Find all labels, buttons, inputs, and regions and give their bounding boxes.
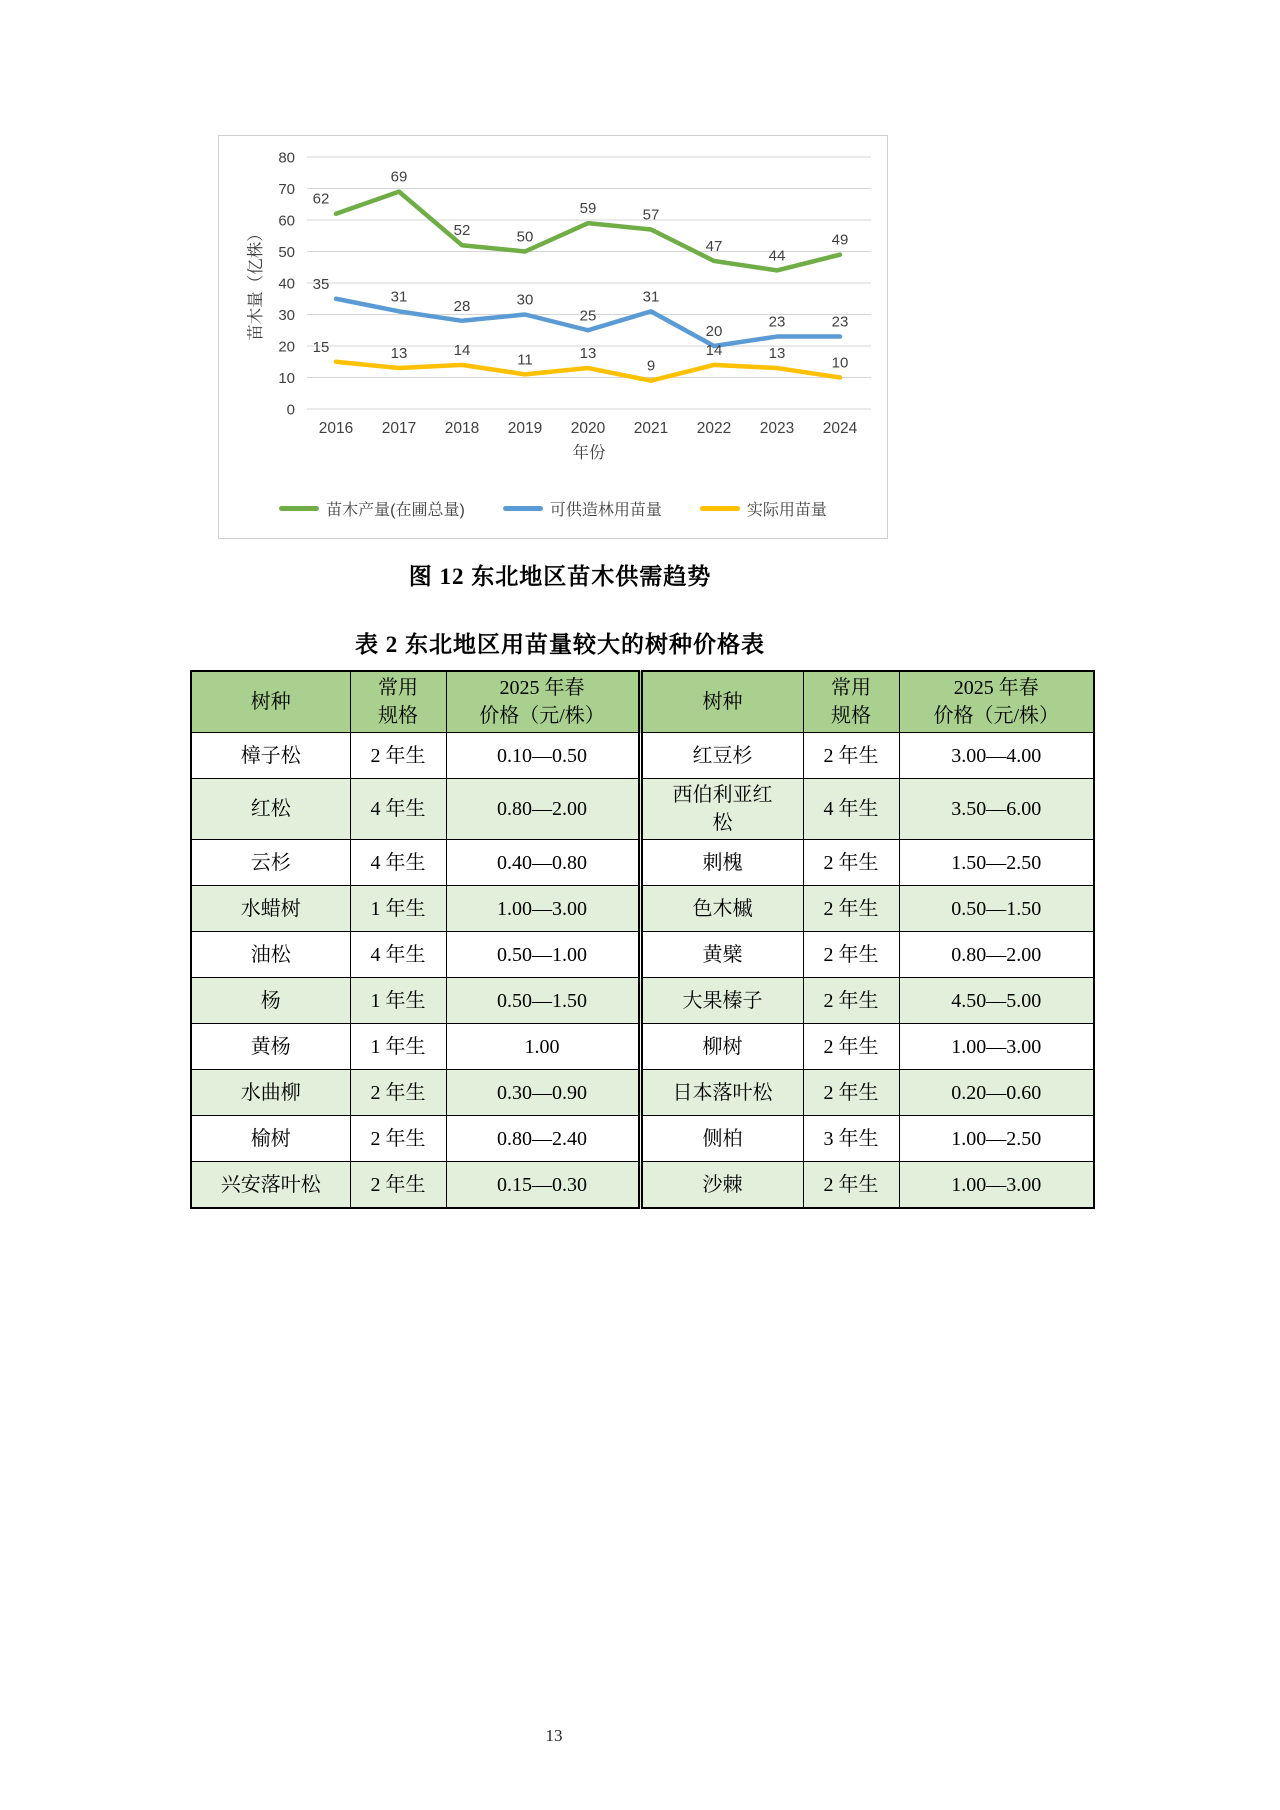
page-number: 13 [545,1726,563,1745]
table-cell: 2 年生 [350,733,446,779]
header-cell: 2025 年春 价格（元/株） [446,671,640,733]
table-cell: 沙棘 [640,1162,803,1209]
table-cell: 刺槐 [640,840,803,886]
table-cell: 红松 [191,779,350,840]
x-axis-title: 年份 [572,444,606,462]
table-cell: 2 年生 [350,1116,446,1162]
table-cell: 2 年生 [803,1024,899,1070]
table-cell: 0.50—1.50 [446,978,640,1024]
legend-label: 实际用苗量 [746,502,827,519]
table-cell: 1 年生 [350,978,446,1024]
svg-text:70: 70 [278,181,295,198]
svg-text:2016: 2016 [318,420,354,437]
table-cell: 2 年生 [803,1162,899,1209]
table-cell: 2 年生 [350,1162,446,1209]
price-table-body [191,733,1094,1209]
table-cell: 4 年生 [803,779,899,840]
header-cell: 树种 [191,671,350,733]
svg-text:57: 57 [642,206,660,224]
table-cell: 油松 [191,932,350,978]
table-cell: 柳树 [640,1024,803,1070]
table-row [191,1162,1094,1209]
table-cell: 3.50—6.00 [899,779,1094,840]
table-row [191,733,1094,779]
header-cell: 2025 年春 价格（元/株） [899,671,1094,733]
svg-text:23: 23 [831,313,849,331]
table-cell: 2 年生 [803,886,899,932]
svg-text:35: 35 [312,275,330,293]
legend-label: 苗木产量(在圃总量) [326,502,465,519]
series-data-labels-0 [313,169,849,265]
svg-text:62: 62 [312,190,330,208]
table-cell: 2 年生 [803,978,899,1024]
table-cell: 0.10—0.50 [446,733,640,779]
legend-item [279,497,465,520]
legend-line-swatch [279,506,319,511]
table-cell: 1.00—3.00 [899,1162,1094,1209]
header-cell: 常用 规格 [803,671,899,733]
table-cell: 黄杨 [191,1024,350,1070]
svg-text:30: 30 [278,307,295,324]
table-cell: 水曲柳 [191,1070,350,1116]
table-cell: 2 年生 [803,733,899,779]
table-cell: 3.00—4.00 [899,733,1094,779]
svg-text:69: 69 [390,168,408,186]
header-row [191,671,1094,733]
svg-text:80: 80 [278,149,295,167]
table-cell: 4 年生 [350,932,446,978]
svg-text:14: 14 [453,341,471,359]
table-cell: 红豆杉 [640,733,803,779]
table-cell: 0.80—2.00 [446,779,640,840]
table-row [191,978,1094,1024]
table-cell: 杨 [191,978,350,1024]
svg-text:23: 23 [768,313,786,331]
table-row [191,932,1094,978]
table-cell: 4 年生 [350,779,446,840]
legend-line-swatch [700,506,740,511]
table-cell: 西伯利亚红松 [640,779,803,840]
svg-text:11: 11 [517,351,533,369]
table-row [191,779,1094,840]
legend-item [700,497,827,520]
svg-text:31: 31 [390,288,408,306]
legend-item [503,497,662,520]
legend-label: 可供造林用苗量 [549,502,662,519]
table-row [191,1116,1094,1162]
table-cell: 黄檗 [640,932,803,978]
table-cell: 1.00—3.00 [446,886,640,932]
table-cell: 3 年生 [803,1116,899,1162]
svg-text:13: 13 [579,345,597,363]
svg-text:52: 52 [453,222,471,240]
svg-text:9: 9 [646,357,656,375]
svg-text:2019: 2019 [507,420,543,437]
price-table [190,670,1095,1209]
svg-text:47: 47 [705,237,723,255]
table-cell: 2 年生 [803,932,899,978]
table-cell: 云杉 [191,840,350,886]
svg-text:40: 40 [278,275,295,293]
chart-legend [219,497,887,520]
table-cell: 兴安落叶松 [191,1162,350,1209]
table-cell: 日本落叶松 [640,1070,803,1116]
table-cell: 4.50—5.00 [899,978,1094,1024]
svg-text:2017: 2017 [381,420,417,437]
svg-text:49: 49 [831,231,849,249]
table-cell: 2 年生 [803,840,899,886]
table-cell: 1.00—3.00 [899,1024,1094,1070]
header-cell: 常用 规格 [350,671,446,733]
table-cell: 1 年生 [350,886,446,932]
svg-text:14: 14 [705,341,723,359]
table-cell: 0.50—1.50 [899,886,1094,932]
svg-text:30: 30 [516,291,534,309]
table-cell: 1.00 [446,1024,640,1070]
svg-text:0: 0 [286,401,295,419]
svg-text:2024: 2024 [822,420,858,437]
svg-text:2021: 2021 [633,420,669,437]
table-cell: 1.50—2.50 [899,840,1094,886]
y-axis-title: 苗木量（亿株） [247,225,265,341]
table-row [191,1024,1094,1070]
figure-caption: 图 12 东北地区苗木供需趋势 [408,564,712,589]
svg-text:10: 10 [831,354,849,372]
table-cell: 2 年生 [803,1070,899,1116]
svg-text:20: 20 [705,323,723,340]
svg-text:10: 10 [278,370,295,387]
svg-text:2018: 2018 [444,420,480,437]
x-axis-tick-labels [319,420,858,437]
svg-text:13: 13 [390,345,408,363]
svg-text:25: 25 [579,307,597,325]
svg-text:50: 50 [516,228,534,246]
table-row [191,886,1094,932]
table-cell: 水蜡树 [191,886,350,932]
svg-text:44: 44 [768,247,786,265]
table-cell: 色木槭 [640,886,803,932]
svg-text:20: 20 [278,338,295,356]
table-cell: 2 年生 [350,1070,446,1116]
table-cell: 樟子松 [191,733,350,779]
table-cell: 1.00—2.50 [899,1116,1094,1162]
svg-text:28: 28 [453,297,471,315]
header-cell: 树种 [640,671,803,733]
svg-text:13: 13 [768,345,786,363]
table-cell: 0.20—0.60 [899,1070,1094,1116]
seedling-supply-demand-chart [219,136,887,538]
svg-text:31: 31 [642,288,660,306]
legend-line-swatch [503,506,543,511]
table-cell: 1 年生 [350,1024,446,1070]
y-axis-tick-labels [278,150,295,419]
table-cell: 侧柏 [640,1116,803,1162]
price-table-header [191,671,1094,733]
table-cell: 0.80—2.00 [899,932,1094,978]
table-cell: 0.30—0.90 [446,1070,640,1116]
svg-text:50: 50 [278,244,295,261]
table-row [191,1070,1094,1116]
table-title: 表 2 东北地区用苗量较大的树种价格表 [355,632,765,657]
svg-text:2023: 2023 [759,420,795,437]
chart-panel [218,135,888,539]
table-cell: 0.50—1.00 [446,932,640,978]
table-cell: 0.40—0.80 [446,840,640,886]
svg-text:15: 15 [312,338,330,356]
svg-text:60: 60 [278,212,295,230]
svg-text:59: 59 [579,200,597,218]
table-cell: 榆树 [191,1116,350,1162]
table-cell: 4 年生 [350,840,446,886]
table-cell: 0.80—2.40 [446,1116,640,1162]
table-cell: 0.15—0.30 [446,1162,640,1209]
table-cell: 大果榛子 [640,978,803,1024]
svg-text:2020: 2020 [570,420,606,437]
table-row [191,840,1094,886]
svg-text:2022: 2022 [696,420,732,437]
